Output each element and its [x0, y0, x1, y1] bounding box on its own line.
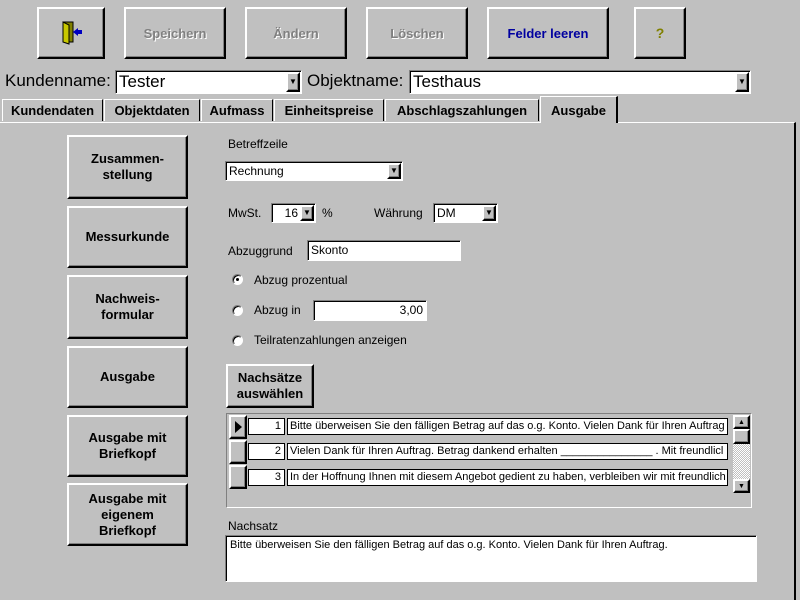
- messurkunde-button[interactable]: Messurkunde: [67, 206, 188, 268]
- row-text[interactable]: Vielen Dank für Ihren Auftrag. Betrag dankend erhalten _______________ . Mit freundlicl: [287, 443, 728, 460]
- tab-einheitspreise[interactable]: Einheitspreise: [274, 99, 384, 121]
- percent-sign: %: [322, 206, 333, 220]
- zusammenstellung-button[interactable]: Zusammen- stellung: [67, 135, 188, 199]
- currency-value: DM: [437, 206, 456, 220]
- installments-radio[interactable]: [232, 335, 243, 346]
- ausgabe-eigener-briefkopf-button[interactable]: Ausgabe mit eigenem Briefkopf: [67, 483, 188, 546]
- chevron-down-icon[interactable]: ▼: [300, 205, 314, 221]
- ausgabe-briefkopf-button[interactable]: Ausgabe mit Briefkopf: [67, 415, 188, 477]
- subject-label: Betreffzeile: [228, 137, 288, 151]
- subject-combo[interactable]: [225, 161, 403, 181]
- currency-label: Währung: [374, 206, 423, 220]
- tab-objektdaten[interactable]: Objektdaten: [104, 99, 200, 121]
- delete-button[interactable]: Löschen: [366, 7, 468, 59]
- deduction-amount-input[interactable]: 3,00: [313, 300, 427, 321]
- row-text[interactable]: In der Hoffnung Ihnen mit diesem Angebot gedient zu haben, verbleiben wir mit freundlich: [287, 469, 728, 486]
- customer-name-value: Tester: [119, 72, 166, 91]
- chevron-down-icon[interactable]: ▼: [735, 72, 749, 92]
- row-number[interactable]: 3: [248, 469, 285, 486]
- row-text[interactable]: Bitte überweisen Sie den fälligen Betrag auf das o.g. Konto. Vielen Dank für Ihren Auftrag: [287, 418, 728, 435]
- object-name-value: Testhaus: [413, 72, 482, 91]
- nachsatz-label: Nachsatz: [228, 519, 279, 533]
- deduction-reason-label: Abzuggrund: [228, 244, 293, 258]
- exit-door-icon: [58, 19, 84, 48]
- chevron-down-icon[interactable]: ▼: [482, 205, 496, 221]
- vat-label: MwSt.: [228, 206, 262, 220]
- grid-scrollbar[interactable]: [733, 415, 750, 493]
- chevron-down-icon[interactable]: ▼: [286, 72, 300, 92]
- chevron-down-icon[interactable]: ▼: [387, 163, 401, 179]
- tab-aufmass[interactable]: Aufmass: [201, 99, 273, 121]
- installments-label: Teilratenzahlungen anzeigen: [254, 333, 407, 347]
- vat-value: 16: [284, 206, 298, 220]
- scroll-down-icon[interactable]: ▼: [733, 479, 750, 493]
- vat-combo[interactable]: [271, 203, 316, 223]
- help-button[interactable]: ?: [634, 7, 686, 59]
- subject-value: Rechnung: [229, 164, 284, 178]
- currency-combo[interactable]: [433, 203, 498, 223]
- deduction-reason-input[interactable]: Skonto: [307, 240, 461, 261]
- select-closing-lines-button[interactable]: Nachsätze auswählen: [226, 364, 314, 408]
- tab-kundendaten[interactable]: Kundendaten: [2, 99, 103, 121]
- tab-abschlagszahlungen[interactable]: Abschlagszahlungen: [385, 99, 539, 121]
- customer-name-combo[interactable]: [115, 70, 302, 94]
- object-name-label: Objektname:: [307, 71, 404, 90]
- object-name-combo[interactable]: [409, 70, 751, 94]
- scroll-up-icon[interactable]: ▲: [733, 415, 750, 429]
- nachsatz-textarea[interactable]: Bitte überweisen Sie den fälligen Betrag auf das o.g. Konto. Vielen Dank für Ihren Auftrag.: [225, 535, 757, 582]
- customer-name-label: Kundenname:: [5, 71, 111, 90]
- save-button[interactable]: Speichern: [124, 7, 226, 59]
- deduction-percent-radio[interactable]: [232, 274, 243, 285]
- deduction-percent-label: Abzug prozentual: [254, 273, 348, 287]
- clear-fields-button[interactable]: Felder leeren: [487, 7, 609, 59]
- scroll-thumb[interactable]: [733, 429, 750, 444]
- record-selector[interactable]: [229, 415, 247, 439]
- deduction-amount-radio[interactable]: [232, 305, 243, 316]
- tab-ausgabe[interactable]: Ausgabe: [540, 96, 618, 123]
- record-selector[interactable]: [229, 465, 247, 489]
- exit-button[interactable]: [37, 7, 105, 59]
- row-number[interactable]: 1: [248, 418, 285, 435]
- record-selector[interactable]: [229, 440, 247, 464]
- deduction-amount-label: Abzug in: [254, 303, 301, 317]
- nachweisformular-button[interactable]: Nachweis- formular: [67, 275, 188, 339]
- row-number[interactable]: 2: [248, 443, 285, 460]
- edit-button[interactable]: Ändern: [245, 7, 347, 59]
- ausgabe-button[interactable]: Ausgabe: [67, 346, 188, 408]
